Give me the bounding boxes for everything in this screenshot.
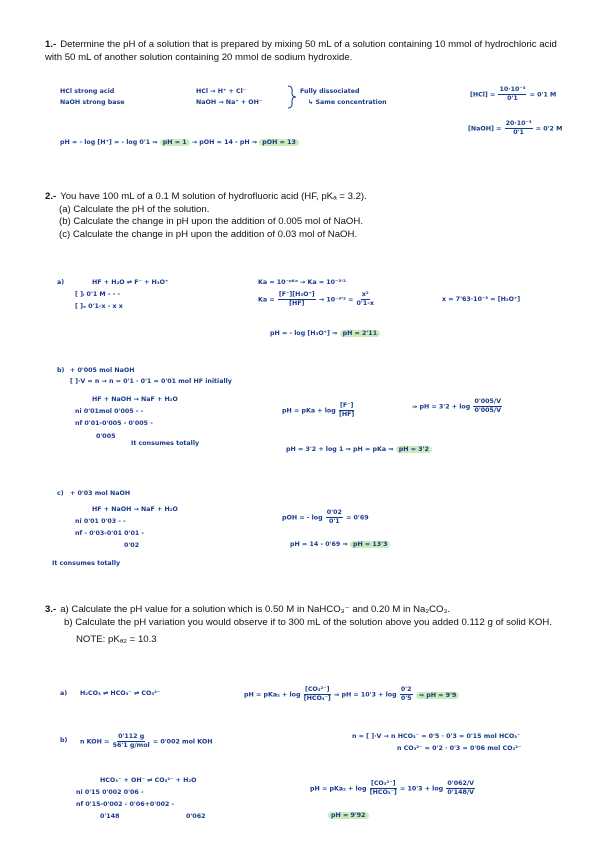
q3b-ni-row: ni 0'15 0'002 0'06 - <box>76 789 144 796</box>
q1-hcl-conc-den: 0'1 <box>507 95 518 102</box>
q2b-ratio-fraction <box>339 402 354 419</box>
q2c-poh-num: 0'02 <box>326 509 342 516</box>
q2c-ni-row: ni 0'01 0'03 - - <box>75 518 126 525</box>
q2b-subst-den: 0'005/V <box>474 407 502 414</box>
q3b-koh-moles <box>80 733 212 750</box>
q3b-ratio-fraction <box>370 780 397 797</box>
q1-ph-expression: pH = - log [H⁺] = - log 0'1 ⇒ <box>60 139 158 146</box>
q2b-ratio-den: [HF] <box>338 411 355 418</box>
q3b-koh-fraction <box>113 733 150 750</box>
question-2 <box>45 191 565 241</box>
q2c-poh-expression: pOH = - log <box>282 514 323 522</box>
q3a-subst-num: 0'2 <box>400 686 412 693</box>
q2c-poh-fraction <box>326 509 343 526</box>
q2a-ph-answer: pH = 2'11 <box>340 330 381 337</box>
q3b-henderson <box>310 780 476 797</box>
q1-ph-calculation <box>60 139 299 147</box>
q3b-ratio-num: [CO₃²⁻] <box>370 780 396 787</box>
q2c-reaction: HF + NaOH → NaF + H₂O <box>92 506 178 513</box>
q2c-consumed-note: It consumes totally <box>52 560 121 567</box>
q3b-koh-label: n KOH = <box>80 738 110 746</box>
q1-hcl-conc-num: 10·10⁻³ <box>499 86 526 93</box>
q2c-ph-answer: pH = 13'3 <box>350 541 391 548</box>
question-2-part-b: (b) Calculate the change in pH upon the addition of 0.005 mol of NaOH. <box>59 216 363 227</box>
q2b-nf-result: 0'005 <box>96 433 116 440</box>
q3b-subst-fraction <box>446 780 475 797</box>
q2a-ka-num: [F⁻][H₃O⁺] <box>278 291 315 298</box>
q2c-poh-calculation <box>282 509 369 526</box>
q3b-hco3-moles: n = [ ]·V → n HCO₃⁻ = 0'5 · 0'3 = 0'15 mol HCO₃⁻ <box>352 733 521 740</box>
question-1-number: 1.- <box>45 39 57 50</box>
q3a-henderson <box>244 686 459 703</box>
question-3-part-b: b) Calculate the pH variation you would observe if to 300 mL of the solution above you added 0.112 g of solid KOH. <box>64 616 552 628</box>
q1-hcl-conc-fraction <box>498 86 526 103</box>
q3b-nf-row: nf 0'15-0'002 - 0'06+0'002 - <box>76 801 175 808</box>
q1-note-same-concentration: ↳ Same concentration <box>308 99 387 106</box>
q3a-label: a) <box>60 690 68 697</box>
q2b-substitution <box>412 398 503 415</box>
q3b-ph-expression: pH = pKa₂ + log <box>310 785 367 793</box>
question-2-part-c: (c) Calculate the change in pH upon the addition of 0.03 mol of NaOH. <box>59 228 358 240</box>
q3b-subst-den: 0'148/V <box>447 789 475 796</box>
q2b-initial-moles: [ ]·V = n → n = 0'1 · 0'1 = 0'01 mol HF initially <box>70 378 232 385</box>
q2b-subst-expression: ⇒ pH = 3'2 + log <box>412 403 471 411</box>
q2a-initial-row: [ ]ᵢ 0'1 M - - - <box>75 291 121 298</box>
q2b-ni-row: ni 0'01mol 0'005 - - <box>75 408 144 415</box>
q2c-ph-calculation <box>290 541 390 549</box>
q2a-ph-calculation <box>270 330 380 338</box>
q2c-addition: + 0'03 mol NaOH <box>70 490 131 497</box>
q2a-equilibrium-row: [ ]ₑ 0'1-x - x x <box>75 303 123 310</box>
q2a-ka-equals: → 10⁻³'² = <box>318 296 354 304</box>
q2b-ph-result <box>286 446 432 454</box>
q3a-equilibria: H₂CO₃ ⇌ HCO₃⁻ ⇌ CO₃²⁻ <box>80 690 161 697</box>
q1-hcl-concentration <box>470 86 556 103</box>
q1-hcl-dissociation: HCl → H⁺ + Cl⁻ <box>196 88 247 95</box>
q1-naoh-dissociation: NaOH → Na⁺ + OH⁻ <box>196 99 263 106</box>
q2b-nf-row: nf 0'01-0'005 - 0'005 - <box>75 420 153 427</box>
q3b-koh-den: 56'1 g/mol <box>112 742 150 749</box>
q1-naoh-conc-result: = 0'2 M <box>535 125 563 133</box>
q2b-subst-fraction <box>473 398 502 415</box>
q2b-subst-num: 0'005/V <box>474 398 502 405</box>
q2c-poh-result: = 0'69 <box>346 514 369 522</box>
q3b-subst-num: 0'062/V <box>447 780 475 787</box>
q1-poh-answer: pOH = 13 <box>259 139 299 146</box>
q2a-x-den: 0'1-x <box>356 300 374 307</box>
q3b-co3-final: 0'062 <box>186 813 206 820</box>
q2a-ka-expression <box>258 291 375 308</box>
q2c-nf-row: nf - 0'03-0'01 0'01 - <box>75 530 145 537</box>
q2b-ph-simplify: pH = 3'2 + log 1 ⇒ pH = pKa ⇒ <box>286 446 394 453</box>
q2a-equilibrium: HF + H₂O ⇌ F⁻ + H₃O⁺ <box>92 279 169 286</box>
q2a-ka-den: [HF] <box>289 300 305 307</box>
q1-note-fully-dissociated: Fully dissociated <box>300 88 360 95</box>
q2b-consumed-note: It consumes totally <box>131 440 200 447</box>
question-3 <box>45 604 565 647</box>
q2a-x-num: x² <box>361 291 369 298</box>
question-3-number: 3.- <box>45 604 57 615</box>
q2a-x-fraction <box>357 291 374 308</box>
q3b-ph-result <box>328 812 369 820</box>
q1-naoh-conc-label: [NaOH] = <box>468 125 502 133</box>
question-2-number: 2.- <box>45 191 57 202</box>
q2c-ph-expression: pH = 14 - 0'69 ⇒ <box>290 541 348 548</box>
question-2-part-a: (a) Calculate the pH of the solution. <box>59 203 210 215</box>
q3b-ph-answer: pH = 9'92 <box>328 812 369 819</box>
q3a-ratio-num: [CO₃²⁻] <box>304 686 330 693</box>
q3b-co3-moles: n CO₃²⁻ = 0'2 · 0'3 = 0'06 mol CO₃²⁻ <box>397 745 522 752</box>
q3b-reaction: HCO₃⁻ + OH⁻ ⇌ CO₃²⁻ + H₂O <box>100 777 197 784</box>
q1-naoh-conc-fraction <box>505 120 533 137</box>
question-1 <box>45 39 565 64</box>
q3a-ph-answer: ⇒ pH = 9'9 <box>416 692 460 699</box>
q2a-ph-expression: pH = - log [H₃O⁺] ⇒ <box>270 330 338 337</box>
q2c-poh-den: 0'1 <box>328 518 340 525</box>
q2b-addition: + 0'005 mol NaOH <box>70 367 135 374</box>
q1-hcl-conc-label: [HCl] = <box>470 91 496 99</box>
q1-naoh-conc-den: 0'1 <box>513 129 524 136</box>
q3a-ratio-fraction <box>304 686 331 703</box>
q2a-ka-from-pka: Ka = 10⁻ᵖᴷᵃ → Ka = 10⁻³'² <box>258 279 346 286</box>
q2b-ph-expression: pH = pKa + log <box>282 407 336 415</box>
q2b-label: b) <box>57 367 65 374</box>
q2b-ph-answer: pH = 3'2 <box>396 446 432 453</box>
q1-hcl-conc-result: = 0'1 M <box>529 91 557 99</box>
q3b-label: b) <box>60 737 68 744</box>
q1-naoh-concentration <box>468 120 562 137</box>
q2a-label: a) <box>57 279 65 286</box>
q3a-subst-fraction <box>400 686 413 703</box>
q1-brace-icon <box>287 85 297 109</box>
q3a-substitution: ⇒ pH = 10'3 + log <box>333 691 397 699</box>
q2a-ka-fraction <box>278 291 316 308</box>
q1-naoh-conc-num: 20·10⁻³ <box>505 120 532 127</box>
question-2-intro: You have 100 mL of a 0.1 M solution of hydrofluoric acid (HF, pKₐ = 3.2). <box>60 191 367 202</box>
q3a-ratio-den: [HCO₃⁻] <box>303 695 331 702</box>
q2b-reaction: HF + NaOH → NaF + H₂O <box>92 396 178 403</box>
q2a-x-value: x = 7'63·10⁻³ = [H₃O⁺] <box>442 296 521 303</box>
question-3-note: NOTE: pKₐ₂ = 10.3 <box>76 634 157 645</box>
q3b-substitution: = 10'3 + log <box>399 785 444 793</box>
q2c-nf-result: 0'02 <box>124 542 140 549</box>
q1-naoh-strong-base: NaOH strong base <box>60 99 125 106</box>
q3b-koh-num: 0'112 g <box>118 733 145 740</box>
q1-poh-expression: → pOH = 14 - pH ⇒ <box>191 139 258 146</box>
q3b-ratio-den: [HCO₃⁻] <box>369 789 397 796</box>
question-1-text: Determine the pH of a solution that is prepared by mixing 50 mL of a solution containing 10 mmol of hydrochloric acid with 50 mL of another solution containing 20 mmol de sodium hydroxide. <box>45 39 557 63</box>
q3a-ph-expression: pH = pKa₂ + log <box>244 691 301 699</box>
question-3-part-a: a) Calculate the pH value for a solution which is 0.50 M in NaHCO₃⁻ and 0.20 M in Na₂CO₃. <box>60 604 451 615</box>
q3a-subst-den: 0'5 <box>400 695 412 702</box>
q2c-label: c) <box>57 490 64 497</box>
q3b-koh-result: = 0'002 mol KOH <box>152 738 213 746</box>
q2b-ratio-num: [F⁻] <box>339 402 354 409</box>
q2b-henderson <box>282 402 355 419</box>
q2a-ka-label: Ka = <box>258 296 275 304</box>
q1-hcl-strong-acid: HCl strong acid <box>60 88 115 95</box>
q3b-hco3-final: 0'148 <box>100 813 120 820</box>
q1-ph-answer: pH = 1 <box>160 139 190 146</box>
